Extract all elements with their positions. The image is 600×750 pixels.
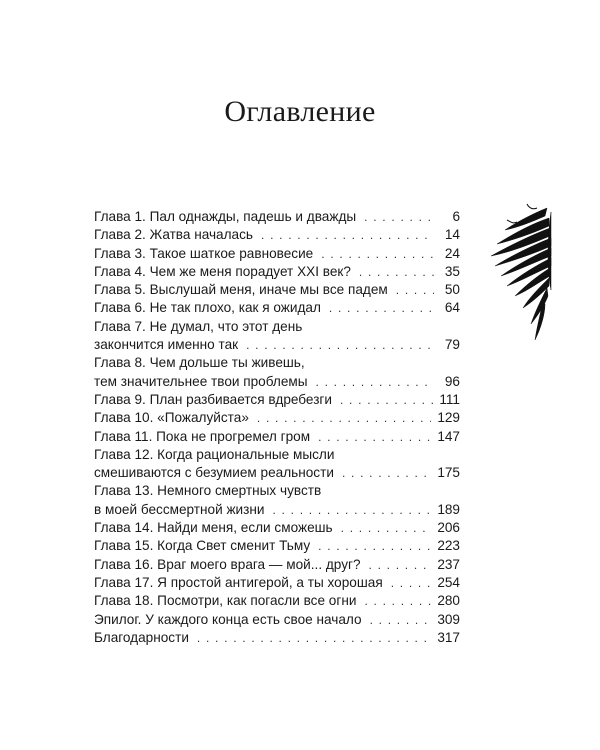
dot-leader [272,501,431,519]
toc-entry [94,537,460,555]
toc-entry [94,281,460,299]
feather-wing-icon [487,200,552,345]
toc-entry [94,245,460,263]
toc-entry [94,263,460,281]
toc-entry-title-line: Глава 14. Найди меня, если сможешь [94,520,333,536]
toc-page-number: 129 [437,410,460,426]
toc-entry [94,556,460,574]
dot-leader [396,281,434,299]
dot-leader [342,464,431,482]
toc-entry-title-line: Глава 2. Жатва началась [94,227,253,243]
toc-entry [94,611,460,629]
dot-leader [329,299,434,317]
toc-entry-title-line: Глава 12. Когда рациональные мысли [94,446,335,462]
toc-entry [94,446,460,483]
toc-entry-title-line: Глава 18. Посмотри, как погасли все огни [94,593,357,609]
toc-entry-title-line: закончится именно так [94,337,239,353]
toc-entry [94,391,460,409]
toc-entry-title-line: Глава 6. Не так плохо, как я ожидал [94,300,321,316]
toc-page-number: 280 [437,593,460,609]
toc-entry-title-line: Глава 11. Пока не прогремел гром [94,428,311,444]
toc-page-number: 175 [437,465,460,481]
toc-entry [94,318,460,355]
toc-entry [94,208,460,226]
dot-leader [246,336,434,354]
toc-page-number: 96 [444,373,460,389]
toc-page-number: 147 [437,428,460,444]
dot-leader [370,611,432,629]
dot-leader [369,556,432,574]
toc-entry [94,299,460,317]
toc-entry [94,574,460,592]
toc-entry-title-line: Глава 3. Такое шаткое равновесие [94,245,314,261]
toc-entry-title-line: Глава 13. Немного смертных чувств [94,483,322,499]
toc-entry [94,428,460,446]
toc-page-number: 317 [437,629,460,645]
toc-entry-title-line: тем значительнее твои проблемы [94,373,308,389]
toc-entry-title-line: в моей бессмертной жизни [94,501,265,517]
dot-leader [340,391,433,409]
toc-entry [94,482,460,519]
toc-entry-title-line: Глава 17. Я простой антигерой, а ты хорошая [94,574,383,590]
toc-entry-title-line: Благодарности [94,629,189,645]
dot-leader [341,519,432,537]
dot-leader [364,592,431,610]
toc-page-number: 309 [437,611,460,627]
toc-entry-title-line: Глава 4. Чем же меня порадует XXI век? [94,263,351,279]
toc-entry [94,354,460,391]
dot-leader [197,629,431,647]
toc-page-number: 189 [437,501,460,517]
dot-leader [391,574,432,592]
dot-leader [321,245,434,263]
toc-page-number: 64 [444,300,460,316]
toc-page-number: 254 [437,574,460,590]
toc-page-number: 35 [444,263,460,279]
toc-page-number: 206 [437,520,460,536]
toc-entry-title-line: Глава 15. Когда Свет сменит Тьму [94,538,311,554]
page-title: Оглавление [224,95,376,128]
toc-entry-title-line: Глава 8. Чем дольше ты живешь, [94,355,305,371]
toc-entry [94,226,460,244]
toc-entry-title-line: Эпилог. У каждого конца есть свое начало [94,611,362,627]
dot-leader [364,208,434,226]
toc-page-number: 14 [444,227,460,243]
toc-page-number: 111 [439,391,460,407]
toc-entry [94,409,460,427]
dot-leader [359,263,434,281]
toc-page-number: 24 [444,245,460,261]
table-of-contents [94,208,460,647]
toc-entry-title-line: Глава 5. Выслушай меня, иначе мы все падем [94,282,388,298]
dot-leader [261,226,434,244]
dot-leader [318,428,431,446]
toc-entry-title-line: Глава 1. Пал однажды, падешь и дважды [94,209,357,224]
dot-leader [257,409,431,427]
toc-entry-title-line: смешиваются с безумием реальности [94,465,334,481]
toc-entry-title-line: Глава 10. «Пожалуйста» [94,410,249,426]
toc-entry [94,519,460,537]
toc-entry-title-line: Глава 16. Враг моего врага — мой... друг? [94,556,361,572]
toc-entry-title-line: Глава 7. Не думал, что этот день [94,318,303,334]
toc-page-number: 237 [437,556,460,572]
toc-page-number: 6 [452,209,460,224]
dot-leader [316,373,434,391]
toc-page-number: 223 [437,538,460,554]
toc-entry [94,592,460,610]
toc-entry [94,629,460,647]
toc-page-number: 50 [444,282,460,298]
toc-page-number: 79 [444,337,460,353]
dot-leader [318,537,431,555]
toc-entry-title-line: Глава 9. План разбивается вдребезги [94,391,332,407]
